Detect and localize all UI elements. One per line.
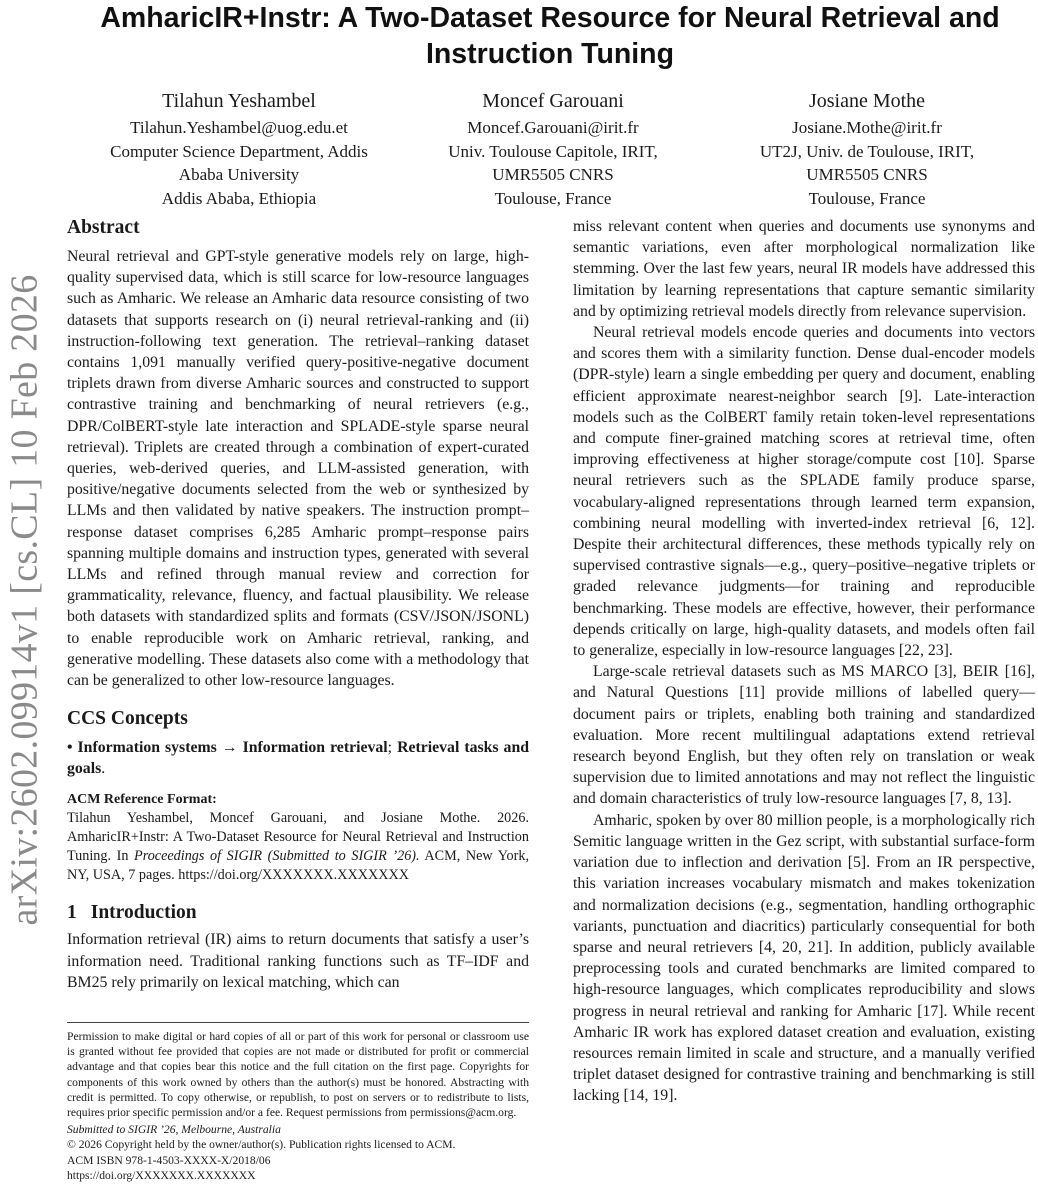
ccs-heading: CCS Concepts: [67, 708, 188, 730]
permission-notice: Permission to make digital or hard copies of all or part of this work for personal or classroom use is granted without fee provided that copies are not made or distributed for profit or commercial advantage and that copies bear this notice and the full citation on the first page. Copyrights for components of this work owned by others than the author(s) must be honored. Abstracting with credit is permitted. To copy otherwise, or republish, to post on servers or to redistribute to lists, requires prior specific permission and/or a fee. Request permissions from permissions@acm.org.: [67, 1030, 529, 1120]
ccs-end: .: [101, 760, 106, 778]
arxiv-id: arXiv:2602.09914v1 [cs.CL] 10 Feb 2026: [3, 274, 45, 926]
arxiv-stamp: [2, 260, 46, 940]
ccs-item: Information systems: [77, 739, 217, 757]
intro-paragraph: miss relevant content when queries and documents use synonyms and semantic variations, even after morphological normalization like stemming. Over the last few years, neural IR models have addressed this limitation by learning representations that capture semantic similarity and by optimizing retrieval models directly from relevance supervision.: [573, 218, 1035, 320]
ccs-arrow: →: [221, 739, 238, 757]
author-affiliation: Computer Science Department, Addis: [110, 141, 368, 161]
ccs-bullet: •: [67, 739, 73, 757]
intro-paragraph: Amharic, spoken by over 80 million people, is a morphologically rich Semitic language written in the Gez script, with substantial surface-form variation due to inflection and derivation [5]. From an IR perspective, this variation increases vocabulary mismatch and makes tokenization and normalization decisions (e.g., segmentation, handling orthographic variants, punctuation and diacritics) particularly consequential for both sparse and neural retrievers [4, 20, 21]. In addition, publicly available preprocessing tools and curated benchmarks are limited compared to high-resource languages, which complicates reproducibility and slows progress in neural retrieval and ranking for Amharic [17]. While recent Amharic IR work has explored dataset creation and evaluation, existing resources remain limited in scale and structure, and a manually verified triplet dataset designed for contrastive training and benchmarking is still lacking [14, 19].: [573, 811, 1035, 1105]
acm-reference: [67, 809, 529, 886]
left-column: [67, 216, 529, 993]
author-1: [98, 88, 380, 210]
ccs-concepts: [67, 737, 529, 779]
section-number: 1: [67, 902, 77, 924]
abstract-heading: Abstract: [67, 217, 140, 238]
ccs-item: Retrieval tasks and goals: [67, 739, 530, 778]
author-2: [412, 88, 694, 210]
acm-ref-venue: Proceedings of SIGIR (Submitted to SIGIR ’26).: [134, 848, 420, 865]
author-affiliation: UMR5505 CNRS: [806, 165, 928, 184]
acm-ref-text: Tilahun Yeshambel, Moncef Garouani, and Josiane Mothe. 2026. AmharicIR+Instr: A Two-Dataset Resource for Neural Retrieval and Instruction Tuning. In: [67, 809, 529, 865]
author-name: Tilahun Yeshambel: [162, 90, 316, 112]
intro-paragraph: Large-scale retrieval datasets such as MS MARCO [3], BEIR [16], and Natural Questions [11] provide millions of labelled query—document pairs or triplets, enabling both training and standardized evaluation. More recent multilingual adaptations extend retrieval research beyond English, but they often rely on translation or weak supervision due to limited annotations and may not reflect the linguistic and domain characteristics of truly low-resource languages [7, 8, 13].: [573, 663, 1035, 808]
author-affiliation: UMR5505 CNRS: [492, 165, 614, 184]
author-email: Moncef.Garouani@irit.fr: [467, 118, 639, 137]
submission-note: Submitted to SIGIR ’26, Melbourne, Australia: [67, 1123, 281, 1137]
author-name: Josiane Mothe: [808, 90, 926, 112]
paper-title: AmharicIR+Instr: A Two-Dataset Resource for Neural Retrieval and Instruction Tuning: [100, 2, 1000, 70]
right-column: [573, 216, 1035, 1107]
author-location: Toulouse, France: [808, 188, 926, 208]
doi-line: https://doi.org/XXXXXXX.XXXXXXX: [67, 1168, 256, 1182]
author-affiliation: Ababa University: [178, 165, 300, 184]
section-title: Introduction: [90, 902, 197, 924]
author-location: Toulouse, France: [494, 188, 612, 208]
ccs-sep: ;: [387, 739, 393, 757]
author-location: Addis Ababa, Ethiopia: [161, 188, 317, 208]
author-name: Moncef Garouani: [482, 90, 624, 112]
abstract-text: Neural retrieval and GPT-style generative models rely on large, high-quality supervised data, which is still scarce for low-resource languages such as Amharic. We release an Amharic data resource consisting of two datasets that supports research on (i) neural retrieval-ranking and (ii) instruction-following text generation. The retrieval–ranking dataset contains 1,091 manually verified query-positive-negative document triplets drawn from diverse Amharic sources and constructed to support contrastive training and benchmarking of neural retrievers (e.g., DPR/ColBERT-style late interaction and SPLADE-style sparse neural retrieval). Triplets are created through a combination of expert-curated queries, web-derived queries, and LLM-assisted generation, with positive/negative documents selected from the web or synthesized by LLMs and then validated by native speakers. The instruction prompt–response dataset comprises 6,285 Amharic prompt–response pairs spanning multiple domains and instruction types, generated with several LLMs and refined through manual review and correction for grammaticality, relevance, fluency, and factual plausibility. We release both datasets with standardized splits and formats (CSV/JSON/JSONL) to enable reproducible work on Amharic retrieval, ranking, and generative modelling. These datasets also come with a methodology that can be generalized to other low-resource languages.: [67, 248, 529, 690]
acm-ref-text: ACM, New York, NY, USA, 7 pages. https://doi.org/XXXXXXX.XXXXXXX: [67, 848, 529, 884]
author-email: Josiane.Mothe@irit.fr: [792, 118, 942, 137]
ccs-item: Information retrieval: [242, 739, 388, 757]
copyright-footnote: [67, 1022, 529, 1183]
author-3: [726, 88, 1008, 210]
author-email: Tilahun.Yeshambel@uog.edu.et: [130, 118, 348, 137]
intro-paragraph: Information retrieval (IR) aims to return documents that satisfy a user’s information need. Traditional ranking functions such as TF–IDF and BM25 rely primarily on lexical matching, which can: [67, 931, 529, 991]
author-affiliation: Univ. Toulouse Capitole, IRIT,: [448, 141, 658, 161]
intro-paragraph: Neural retrieval models encode queries and documents into vectors and scores them with a similarity function. Dense dual-encoder models (DPR-style) learn a single embedding per query and document, enabling efficient approximate nearest-neighbor search [9]. Late-interaction models such as the ColBERT family retain token-level representations and compute finer-grained matching scores at retrieval time, often improving effectiveness at higher storage/compute cost [10]. Sparse neural retrievers such as the SPLADE family produce sparse, vocabulary-aligned representations through learned term expansion, combining neural modelling with inverted-index retrieval [6, 12]. Despite their architectural differences, these methods typically rely on supervised contrastive signals—e.g., query–positive–negative triplets or graded relevance judgments—for training and reproducible benchmarking. These models are effective, however, their performance depends critically on large, high-quality datasets, and models often fail to generalize, especially in low-resource languages [22, 23].: [573, 324, 1035, 660]
copyright-line: © 2026 Copyright held by the owner/author(s). Publication rights licensed to ACM.: [67, 1138, 456, 1152]
acm-reference-heading: ACM Reference Format:: [67, 791, 217, 807]
isbn-line: ACM ISBN 978-1-4503-XXXX-X/2018/06: [67, 1153, 271, 1167]
author-affiliation: UT2J, Univ. de Toulouse, IRIT,: [759, 141, 975, 161]
section-heading-introduction: [67, 901, 529, 925]
